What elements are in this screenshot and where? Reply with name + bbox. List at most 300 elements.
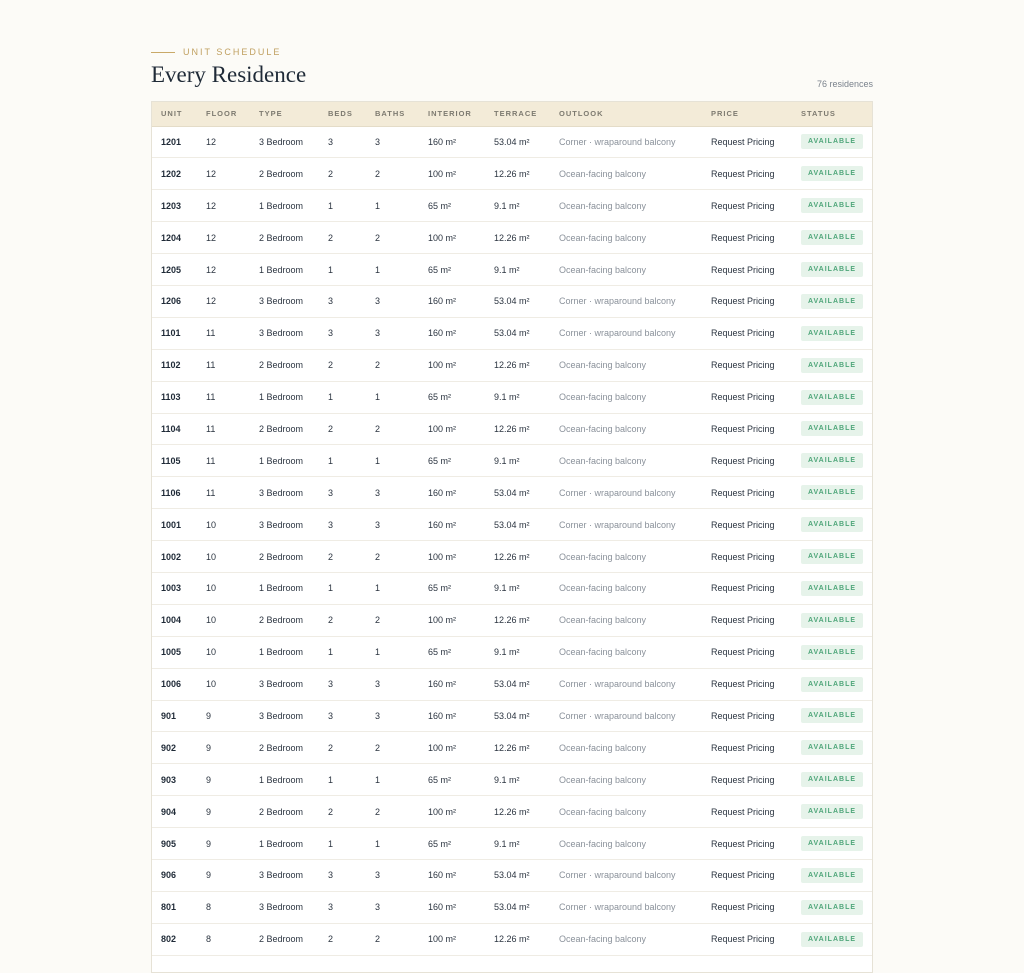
- status-badge: AVAILABLE: [801, 900, 863, 915]
- status-cell: [792, 158, 872, 190]
- baths-cell: 3: [375, 902, 381, 913]
- baths-cell: 3: [375, 870, 381, 881]
- terrace-cell: 12.26 m²: [494, 168, 530, 179]
- unit-cell: 1203: [161, 200, 182, 211]
- terrace-cell: 12.26 m²: [494, 806, 530, 817]
- price-cell: Request Pricing: [711, 296, 775, 307]
- baths-cell: 1: [375, 838, 381, 849]
- interior-cell: 100 m²: [428, 742, 457, 753]
- status-cell: [792, 126, 872, 158]
- floor-cell: 12: [206, 232, 217, 243]
- outlook-cell: Ocean-facing balcony: [559, 583, 647, 594]
- table-row[interactable]: [152, 923, 872, 955]
- table-row[interactable]: [152, 572, 872, 604]
- table-row[interactable]: [152, 445, 872, 477]
- status-badge: AVAILABLE: [801, 262, 863, 277]
- beds-cell: 1: [328, 200, 334, 211]
- table-row[interactable]: [152, 796, 872, 828]
- terrace-cell: 9.1 m²: [494, 838, 520, 849]
- outlook-cell: Ocean-facing balcony: [559, 615, 647, 626]
- type-cell: 2 Bedroom: [259, 551, 304, 562]
- beds-cell: 2: [328, 168, 334, 179]
- status-badge: AVAILABLE: [801, 677, 863, 692]
- unit-cell: 1002: [161, 551, 182, 562]
- status-cell: [792, 764, 872, 796]
- eyebrow: [151, 47, 281, 57]
- interior-cell: 65 m²: [428, 200, 452, 211]
- unit-cell: 1001: [161, 519, 182, 530]
- floor-cell: 9: [206, 870, 212, 881]
- status-badge: AVAILABLE: [801, 740, 863, 755]
- unit-cell: 902: [161, 742, 177, 753]
- outlook-cell: Corner · wraparound balcony: [559, 136, 676, 147]
- outlook-cell: Ocean-facing balcony: [559, 806, 647, 817]
- terrace-cell: 9.1 m²: [494, 455, 520, 466]
- floor-cell: 10: [206, 647, 217, 658]
- terrace-cell: 12.26 m²: [494, 742, 530, 753]
- column-header-floor[interactable]: FLOOR: [197, 102, 250, 126]
- table-row[interactable]: [152, 126, 872, 158]
- terrace-cell: 53.04 m²: [494, 710, 530, 721]
- beds-cell: 3: [328, 328, 334, 339]
- beds-cell: 1: [328, 392, 334, 403]
- type-cell: 3 Bedroom: [259, 487, 304, 498]
- terrace-cell: 12.26 m²: [494, 360, 530, 371]
- table-header-row: [152, 102, 872, 126]
- status-badge: AVAILABLE: [801, 134, 863, 149]
- beds-cell: 2: [328, 934, 334, 945]
- baths-cell: 1: [375, 264, 381, 275]
- interior-cell: 65 m²: [428, 647, 452, 658]
- table-row[interactable]: [152, 828, 872, 860]
- beds-cell: 1: [328, 838, 334, 849]
- table-row[interactable]: [152, 636, 872, 668]
- type-cell: 2 Bedroom: [259, 423, 304, 434]
- type-cell: 3 Bedroom: [259, 679, 304, 690]
- floor-cell: 10: [206, 679, 217, 690]
- type-cell: 3 Bedroom: [259, 902, 304, 913]
- status-cell: [792, 222, 872, 254]
- beds-cell: 3: [328, 679, 334, 690]
- price-cell: Request Pricing: [711, 934, 775, 945]
- type-cell: 3 Bedroom: [259, 710, 304, 721]
- beds-cell: 3: [328, 710, 334, 721]
- table-row[interactable]: [152, 349, 872, 381]
- beds-cell: 1: [328, 647, 334, 658]
- outlook-cell: Corner · wraparound balcony: [559, 710, 676, 721]
- price-cell: Request Pricing: [711, 870, 775, 881]
- status-badge: AVAILABLE: [801, 294, 863, 309]
- status-badge: AVAILABLE: [801, 772, 863, 787]
- baths-cell: 2: [375, 806, 381, 817]
- price-cell: Request Pricing: [711, 487, 775, 498]
- outlook-cell: Ocean-facing balcony: [559, 392, 647, 403]
- unit-table-container: [151, 101, 873, 973]
- baths-cell: 1: [375, 200, 381, 211]
- outlook-cell: Ocean-facing balcony: [559, 232, 647, 243]
- outlook-cell: Corner · wraparound balcony: [559, 296, 676, 307]
- interior-cell: 65 m²: [428, 455, 452, 466]
- column-header-baths[interactable]: BATHS: [366, 102, 419, 126]
- price-cell: Request Pricing: [711, 806, 775, 817]
- status-cell: [792, 732, 872, 764]
- column-header-type[interactable]: TYPE: [250, 102, 319, 126]
- unit-cell: 1205: [161, 264, 182, 275]
- table-row[interactable]: [152, 732, 872, 764]
- beds-cell: 3: [328, 296, 334, 307]
- unit-table: [152, 102, 872, 956]
- table-row[interactable]: [152, 604, 872, 636]
- beds-cell: 1: [328, 455, 334, 466]
- price-cell: Request Pricing: [711, 136, 775, 147]
- status-cell: [792, 604, 872, 636]
- interior-cell: 65 m²: [428, 838, 452, 849]
- status-badge: AVAILABLE: [801, 326, 863, 341]
- status-badge: AVAILABLE: [801, 708, 863, 723]
- status-cell: [792, 317, 872, 349]
- unit-cell: 1204: [161, 232, 182, 243]
- status-cell: [792, 190, 872, 222]
- type-cell: 2 Bedroom: [259, 232, 304, 243]
- status-cell: [792, 413, 872, 445]
- column-header-beds[interactable]: BEDS: [319, 102, 366, 126]
- beds-cell: 1: [328, 774, 334, 785]
- status-cell: [792, 668, 872, 700]
- floor-cell: 12: [206, 296, 217, 307]
- floor-cell: 12: [206, 168, 217, 179]
- price-cell: Request Pricing: [711, 615, 775, 626]
- interior-cell: 160 m²: [428, 296, 457, 307]
- interior-cell: 160 m²: [428, 679, 457, 690]
- baths-cell: 2: [375, 360, 381, 371]
- unit-cell: 1101: [161, 328, 181, 339]
- table-row[interactable]: [152, 700, 872, 732]
- floor-cell: 8: [206, 934, 212, 945]
- outlook-cell: Corner · wraparound balcony: [559, 328, 676, 339]
- price-cell: Request Pricing: [711, 647, 775, 658]
- terrace-cell: 53.04 m²: [494, 136, 530, 147]
- table-row[interactable]: [152, 891, 872, 923]
- status-cell: [792, 541, 872, 573]
- type-cell: 1 Bedroom: [259, 838, 304, 849]
- type-cell: 1 Bedroom: [259, 392, 304, 403]
- floor-cell: 9: [206, 774, 212, 785]
- floor-cell: 11: [206, 392, 216, 403]
- baths-cell: 2: [375, 168, 381, 179]
- price-cell: Request Pricing: [711, 710, 775, 721]
- price-cell: Request Pricing: [711, 328, 775, 339]
- type-cell: 2 Bedroom: [259, 615, 304, 626]
- floor-cell: 10: [206, 615, 217, 626]
- beds-cell: 2: [328, 360, 334, 371]
- price-cell: Request Pricing: [711, 200, 775, 211]
- unit-cell: 903: [161, 774, 177, 785]
- terrace-cell: 9.1 m²: [494, 774, 520, 785]
- unit-cell: 1106: [161, 487, 181, 498]
- unit-cell: 1202: [161, 168, 182, 179]
- table-row[interactable]: [152, 413, 872, 445]
- baths-cell: 1: [375, 647, 381, 658]
- eyebrow-rule: [151, 52, 175, 53]
- floor-cell: 11: [206, 360, 216, 371]
- interior-cell: 160 m²: [428, 870, 457, 881]
- baths-cell: 2: [375, 423, 381, 434]
- type-cell: 2 Bedroom: [259, 168, 304, 179]
- unit-cell: 905: [161, 838, 177, 849]
- price-cell: Request Pricing: [711, 742, 775, 753]
- price-cell: Request Pricing: [711, 583, 775, 594]
- outlook-cell: Ocean-facing balcony: [559, 360, 647, 371]
- beds-cell: 2: [328, 742, 334, 753]
- price-cell: Request Pricing: [711, 902, 775, 913]
- price-cell: Request Pricing: [711, 264, 775, 275]
- table-row[interactable]: [152, 254, 872, 286]
- floor-cell: 9: [206, 806, 212, 817]
- price-cell: Request Pricing: [711, 168, 775, 179]
- outlook-cell: Corner · wraparound balcony: [559, 902, 676, 913]
- table-row[interactable]: [152, 859, 872, 891]
- unit-cell: 1105: [161, 455, 181, 466]
- baths-cell: 3: [375, 136, 381, 147]
- type-cell: 3 Bedroom: [259, 328, 304, 339]
- baths-cell: 1: [375, 583, 381, 594]
- floor-cell: 9: [206, 742, 212, 753]
- floor-cell: 8: [206, 902, 212, 913]
- interior-cell: 160 m²: [428, 902, 457, 913]
- floor-cell: 9: [206, 838, 212, 849]
- price-cell: Request Pricing: [711, 519, 775, 530]
- interior-cell: 160 m²: [428, 710, 457, 721]
- status-badge: AVAILABLE: [801, 613, 863, 628]
- table-row[interactable]: [152, 190, 872, 222]
- column-header-status[interactable]: STATUS: [792, 102, 872, 126]
- interior-cell: 65 m²: [428, 583, 452, 594]
- outlook-cell: Ocean-facing balcony: [559, 838, 647, 849]
- terrace-cell: 9.1 m²: [494, 392, 520, 403]
- status-cell: [792, 891, 872, 923]
- column-header-outlook[interactable]: OUTLOOK: [550, 102, 702, 126]
- terrace-cell: 53.04 m²: [494, 870, 530, 881]
- beds-cell: 2: [328, 423, 334, 434]
- beds-cell: 3: [328, 902, 334, 913]
- floor-cell: 12: [206, 136, 217, 147]
- floor-cell: 10: [206, 551, 217, 562]
- type-cell: 3 Bedroom: [259, 870, 304, 881]
- unit-cell: 801: [161, 902, 177, 913]
- column-header-price[interactable]: PRICE: [702, 102, 792, 126]
- interior-cell: 65 m²: [428, 774, 452, 785]
- column-header-interior[interactable]: INTERIOR: [419, 102, 485, 126]
- type-cell: 3 Bedroom: [259, 519, 304, 530]
- floor-cell: 10: [206, 519, 217, 530]
- outlook-cell: Ocean-facing balcony: [559, 423, 647, 434]
- outlook-cell: Ocean-facing balcony: [559, 264, 647, 275]
- column-header-terrace[interactable]: TERRACE: [485, 102, 550, 126]
- terrace-cell: 12.26 m²: [494, 551, 530, 562]
- baths-cell: 3: [375, 519, 381, 530]
- unit-cell: 906: [161, 870, 177, 881]
- table-row[interactable]: [152, 764, 872, 796]
- table-row[interactable]: [152, 668, 872, 700]
- status-cell: [792, 509, 872, 541]
- outlook-cell: Ocean-facing balcony: [559, 742, 647, 753]
- status-badge: AVAILABLE: [801, 166, 863, 181]
- terrace-cell: 53.04 m²: [494, 902, 530, 913]
- status-cell: [792, 859, 872, 891]
- status-badge: AVAILABLE: [801, 453, 863, 468]
- floor-cell: 11: [206, 455, 216, 466]
- price-cell: Request Pricing: [711, 551, 775, 562]
- status-cell: [792, 477, 872, 509]
- unit-cell: 1103: [161, 392, 181, 403]
- status-cell: [792, 636, 872, 668]
- status-cell: [792, 349, 872, 381]
- type-cell: 1 Bedroom: [259, 774, 304, 785]
- baths-cell: 2: [375, 934, 381, 945]
- unit-cell: 1005: [161, 647, 182, 658]
- status-cell: [792, 700, 872, 732]
- outlook-cell: Ocean-facing balcony: [559, 934, 647, 945]
- interior-cell: 100 m²: [428, 934, 457, 945]
- interior-cell: 100 m²: [428, 551, 457, 562]
- baths-cell: 3: [375, 679, 381, 690]
- type-cell: 1 Bedroom: [259, 264, 304, 275]
- unit-cell: 1006: [161, 679, 182, 690]
- status-cell: [792, 285, 872, 317]
- terrace-cell: 53.04 m²: [494, 296, 530, 307]
- status-badge: AVAILABLE: [801, 868, 863, 883]
- price-cell: Request Pricing: [711, 232, 775, 243]
- outlook-cell: Corner · wraparound balcony: [559, 870, 676, 881]
- status-badge: AVAILABLE: [801, 581, 863, 596]
- column-header-unit[interactable]: UNIT: [152, 102, 197, 126]
- baths-cell: 2: [375, 232, 381, 243]
- baths-cell: 2: [375, 551, 381, 562]
- terrace-cell: 12.26 m²: [494, 232, 530, 243]
- outlook-cell: Ocean-facing balcony: [559, 774, 647, 785]
- page-title: Every Residence: [151, 62, 307, 87]
- beds-cell: 2: [328, 232, 334, 243]
- type-cell: 1 Bedroom: [259, 200, 304, 211]
- terrace-cell: 53.04 m²: [494, 519, 530, 530]
- table-row[interactable]: [152, 509, 872, 541]
- floor-cell: 9: [206, 710, 212, 721]
- type-cell: 2 Bedroom: [259, 934, 304, 945]
- outlook-cell: Ocean-facing balcony: [559, 647, 647, 658]
- outlook-cell: Ocean-facing balcony: [559, 455, 647, 466]
- type-cell: 3 Bedroom: [259, 296, 304, 307]
- unit-cell: 1206: [161, 296, 182, 307]
- unit-cell: 802: [161, 934, 177, 945]
- outlook-cell: Ocean-facing balcony: [559, 551, 647, 562]
- unit-cell: 901: [161, 710, 177, 721]
- unit-cell: 1104: [161, 423, 181, 434]
- beds-cell: 1: [328, 583, 334, 594]
- outlook-cell: Ocean-facing balcony: [559, 200, 647, 211]
- outlook-cell: Corner · wraparound balcony: [559, 679, 676, 690]
- interior-cell: 100 m²: [428, 232, 457, 243]
- table-row[interactable]: [152, 381, 872, 413]
- terrace-cell: 53.04 m²: [494, 679, 530, 690]
- interior-cell: 100 m²: [428, 360, 457, 371]
- table-row[interactable]: [152, 285, 872, 317]
- floor-cell: 11: [206, 328, 216, 339]
- interior-cell: 100 m²: [428, 615, 457, 626]
- floor-cell: 11: [206, 487, 216, 498]
- terrace-cell: 9.1 m²: [494, 583, 520, 594]
- type-cell: 1 Bedroom: [259, 583, 304, 594]
- status-badge: AVAILABLE: [801, 836, 863, 851]
- terrace-cell: 9.1 m²: [494, 200, 520, 211]
- status-badge: AVAILABLE: [801, 932, 863, 947]
- baths-cell: 2: [375, 615, 381, 626]
- table-body: [152, 126, 872, 955]
- price-cell: Request Pricing: [711, 838, 775, 849]
- interior-cell: 65 m²: [428, 264, 452, 275]
- interior-cell: 100 m²: [428, 168, 457, 179]
- baths-cell: 1: [375, 774, 381, 785]
- floor-cell: 10: [206, 583, 217, 594]
- baths-cell: 2: [375, 742, 381, 753]
- type-cell: 2 Bedroom: [259, 806, 304, 817]
- beds-cell: 3: [328, 519, 334, 530]
- table-row[interactable]: [152, 222, 872, 254]
- beds-cell: 2: [328, 551, 334, 562]
- residence-count: 76 residences: [816, 79, 873, 89]
- baths-cell: 3: [375, 328, 381, 339]
- status-cell: [792, 381, 872, 413]
- baths-cell: 1: [375, 455, 381, 466]
- baths-cell: 3: [375, 710, 381, 721]
- table-row[interactable]: [152, 317, 872, 349]
- table-row[interactable]: [152, 477, 872, 509]
- beds-cell: 1: [328, 264, 334, 275]
- outlook-cell: Corner · wraparound balcony: [559, 487, 676, 498]
- status-cell: [792, 445, 872, 477]
- interior-cell: 160 m²: [428, 136, 457, 147]
- table-row[interactable]: [152, 158, 872, 190]
- floor-cell: 12: [206, 200, 217, 211]
- status-badge: AVAILABLE: [801, 198, 863, 213]
- terrace-cell: 12.26 m²: [494, 615, 530, 626]
- baths-cell: 3: [375, 487, 381, 498]
- outlook-cell: Ocean-facing balcony: [559, 168, 647, 179]
- status-badge: AVAILABLE: [801, 549, 863, 564]
- status-cell: [792, 572, 872, 604]
- interior-cell: 100 m²: [428, 423, 457, 434]
- status-badge: AVAILABLE: [801, 390, 863, 405]
- terrace-cell: 9.1 m²: [494, 647, 520, 658]
- status-badge: AVAILABLE: [801, 645, 863, 660]
- baths-cell: 1: [375, 392, 381, 403]
- unit-cell: 1102: [161, 360, 181, 371]
- price-cell: Request Pricing: [711, 423, 775, 434]
- status-badge: AVAILABLE: [801, 358, 863, 373]
- interior-cell: 160 m²: [428, 519, 457, 530]
- price-cell: Request Pricing: [711, 360, 775, 371]
- price-cell: Request Pricing: [711, 392, 775, 403]
- type-cell: 2 Bedroom: [259, 360, 304, 371]
- table-row[interactable]: [152, 541, 872, 573]
- interior-cell: 65 m²: [428, 392, 452, 403]
- unit-cell: 1003: [161, 583, 182, 594]
- price-cell: Request Pricing: [711, 774, 775, 785]
- beds-cell: 2: [328, 615, 334, 626]
- terrace-cell: 9.1 m²: [494, 264, 520, 275]
- beds-cell: 2: [328, 806, 334, 817]
- type-cell: 1 Bedroom: [259, 455, 304, 466]
- status-badge: AVAILABLE: [801, 517, 863, 532]
